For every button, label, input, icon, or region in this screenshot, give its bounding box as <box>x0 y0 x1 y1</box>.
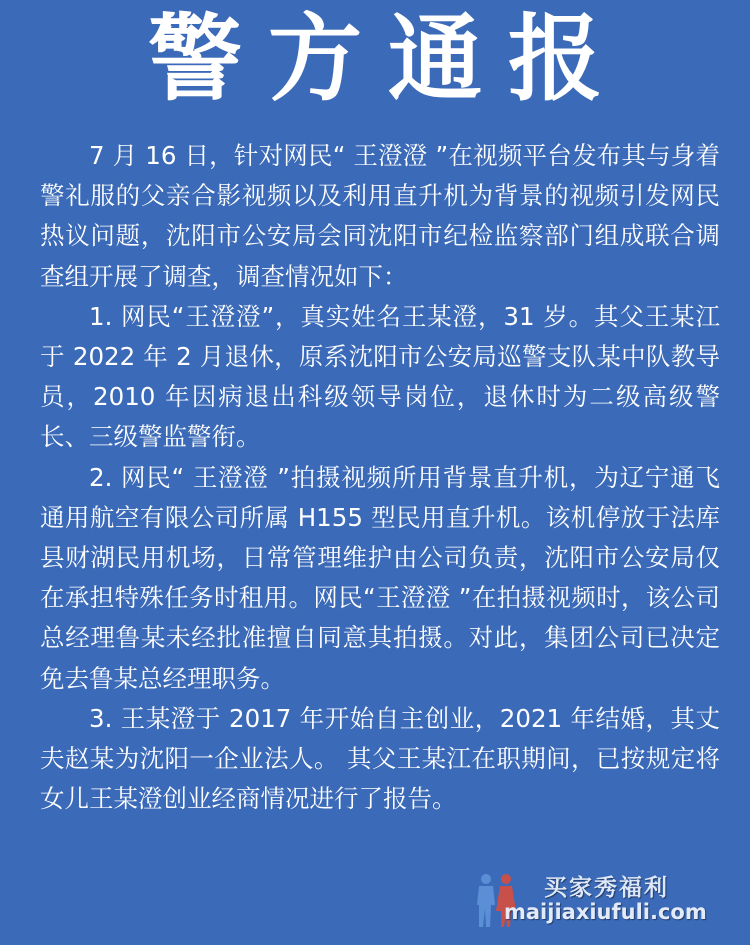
paragraph-item-1: 1. 网民“王澄澄”，真实姓名王某澄，31 岁。其父王某江于 2022 年 2 月退休，原系沈阳市公安局巡警支队某中队教导员，2010 年因病退出科级领导岗位，退休时为二级高级警长、三级警监警衔。 <box>40 301 720 452</box>
page-title: 警方通报 <box>147 4 628 114</box>
watermark-url: maijiaxiufuli.com <box>504 900 707 924</box>
paragraph-intro: 7 月 16 日，针对网民“ 王澄澄 ”在视频平台发布其与身着警礼服的父亲合影视频以及利用直升机为背景的视频引发网民热议问题，沈阳市公安局会同沈阳市纪检监察部门组成联合调查组开展了调查，调查情况如下： <box>40 141 720 291</box>
notice-body <box>40 136 720 819</box>
watermark-brand: 买家秀福利 <box>544 875 669 901</box>
paragraph-item-3: 3. 王某澄于 2017 年开始自主创业，2021 年结婚，其丈夫赵某为沈阳一企业法人。 其父王某江在职期间，已按规定将女儿王某澄创业经商情况进行了报告。 <box>40 703 720 814</box>
paragraph-item-2: 2. 网民“ 王澄澄 ”拍摄视频所用背景直升机，为辽宁通飞通用航空有限公司所属 H155 型民用直升机。该机停放于法库县财湖民用机场，日常管理维护由公司负责，沈阳市公安局仅在承担特殊任务时租用。网民“王澄澄 ”在拍摄视频时，该公司总经理鲁某未经批准擅自同意其拍摄。对此，集团公司已决定免去鲁某总经理职务。 <box>40 462 720 693</box>
watermark <box>466 869 734 931</box>
